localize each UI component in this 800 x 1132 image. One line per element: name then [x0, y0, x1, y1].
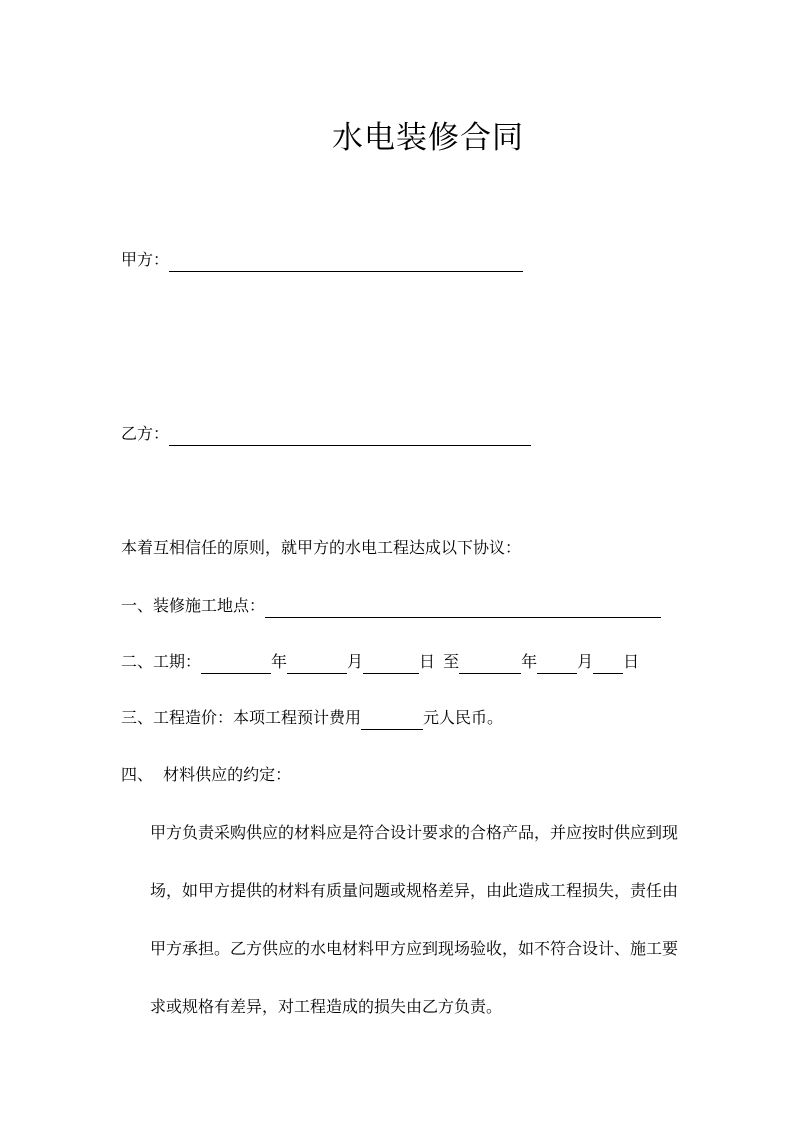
intro-text: 本着互相信任的原则，就甲方的水电工程达成以下协议：	[121, 538, 522, 557]
start-year-unit: 年	[271, 652, 288, 671]
start-year-blank	[201, 655, 271, 674]
clause-4-body-line: 甲方承担。乙方供应的水电材料甲方应到现场验收，如不符合设计、施工要	[150, 939, 679, 958]
start-day-unit: 日	[419, 652, 436, 671]
clause-4-line	[121, 763, 291, 787]
clause-4-body-line: 求或规格有差异，对工程造成的损失由乙方负责。	[150, 997, 503, 1016]
clause-4-body-line: 甲方负责采购供应的材料应是符合设计要求的合格产品，并应按时供应到现	[150, 823, 679, 842]
clause-3-prefix: 三、工程造价：本项工程预计费用	[121, 708, 362, 727]
construction-address-blank	[265, 599, 661, 618]
intro-line	[121, 536, 521, 560]
party-a-blank	[169, 253, 523, 272]
clause-1-label: 一、装修施工地点：	[121, 596, 266, 615]
party-b-blank	[169, 427, 531, 446]
end-year-blank	[459, 655, 521, 674]
party-b-label: 乙方：	[121, 424, 170, 443]
date-range-to: 至	[443, 652, 460, 671]
clause-2-line	[121, 650, 639, 674]
estimated-cost-blank	[361, 711, 423, 730]
clause-4-label: 四、 材料供应的约定：	[121, 765, 292, 784]
clause-2-label: 二、工期：	[121, 652, 202, 671]
party-a-line	[121, 248, 523, 272]
clause-4-body-line: 场，如甲方提供的材料有质量问题或规格差异，由此造成工程损失，责任由	[150, 881, 679, 900]
clause-3-suffix: 元人民币。	[423, 708, 504, 727]
start-month-blank	[287, 655, 347, 674]
end-day-unit: 日	[623, 652, 640, 671]
end-month-blank	[537, 655, 577, 674]
party-b-line	[121, 422, 531, 446]
clause-3-line	[121, 706, 503, 730]
end-month-unit: 月	[577, 652, 594, 671]
party-a-label: 甲方：	[121, 250, 170, 269]
end-day-blank	[593, 655, 623, 674]
clause-1-line	[121, 594, 661, 618]
start-day-blank	[363, 655, 419, 674]
document-title: 水电装修合同	[332, 120, 524, 156]
end-year-unit: 年	[521, 652, 538, 671]
start-month-unit: 月	[347, 652, 364, 671]
